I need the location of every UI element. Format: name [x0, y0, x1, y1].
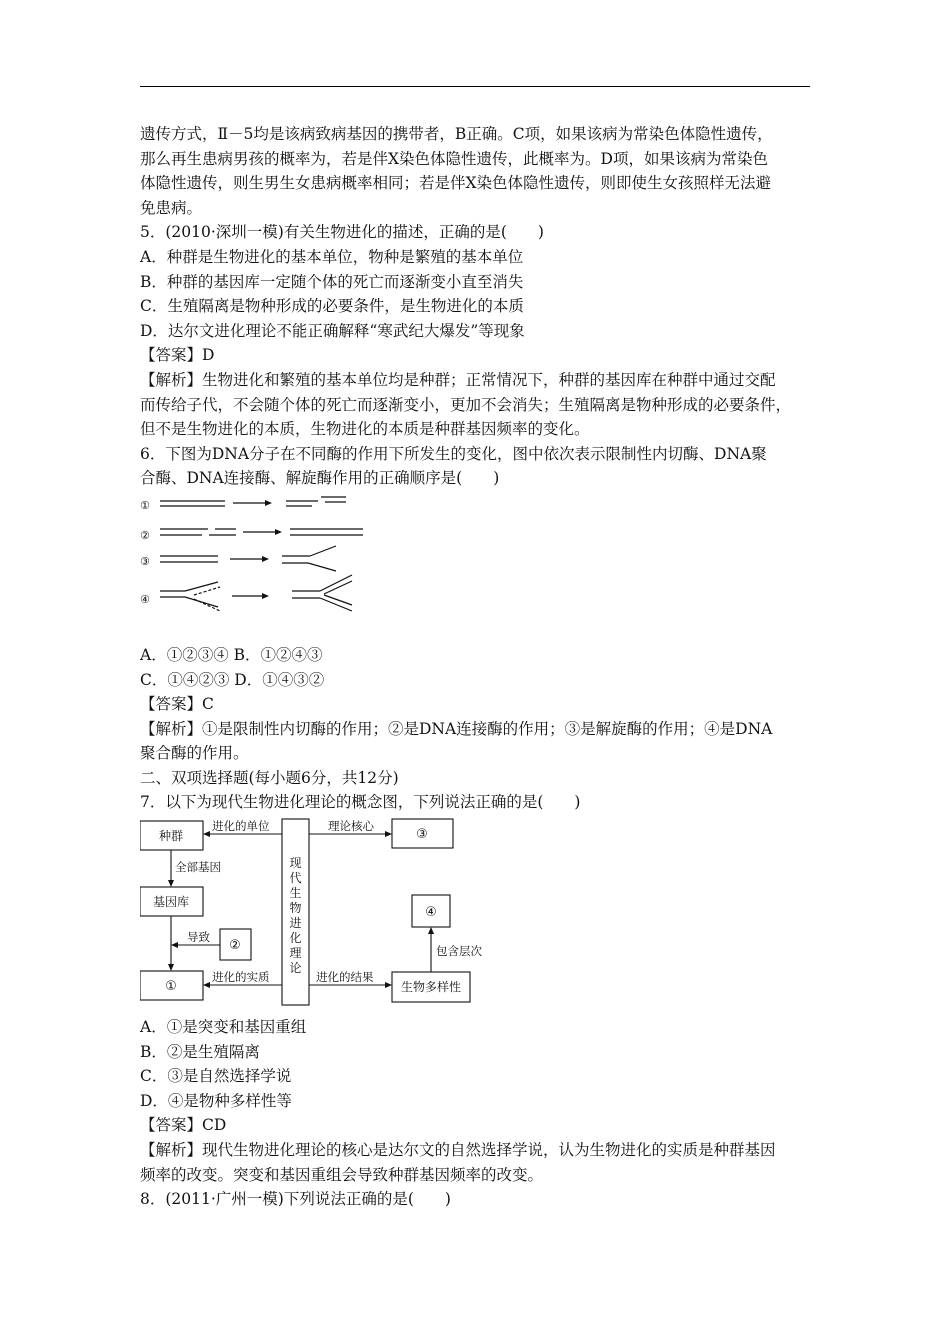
theory-char-7: 理: [289, 946, 302, 961]
theory-char-6: 化: [289, 931, 302, 946]
q7-option-a: A．①是突变和基因重组: [140, 1018, 307, 1037]
q6-options-line-1: A．①②③④ B．①②④③: [140, 645, 323, 664]
all-genes-label: 全部基因: [175, 860, 221, 875]
q6-answer: 【答案】C: [140, 695, 214, 714]
q7-answer: 【答案】CD: [140, 1116, 227, 1135]
dna-row-2-label: ②: [140, 528, 150, 542]
q7-stem: 7．以下为现代生物进化理论的概念图，下列说法正确的是( ): [140, 793, 581, 812]
levels-label: 包含层次: [436, 944, 482, 959]
circle2-box-label: ②: [229, 938, 241, 954]
gene-pool-box-label: 基因库: [152, 895, 190, 910]
q6-options-line-2: C．①④②③ D．①④③②: [140, 670, 325, 689]
theory-char-3: 生: [289, 886, 302, 901]
q5-answer: 【答案】D: [140, 346, 215, 365]
q6-stem-line-2: 合酶、DNA连接酶、解旋酶作用的正确顺序是( ): [140, 469, 500, 488]
theory-char-2: 代: [289, 871, 302, 886]
circle1-box-label: ①: [165, 979, 177, 995]
q5-explanation-line-2: 而传给子代，不会随个体的死亡而逐渐变小，更加不会消失；生殖隔离是物种形成的必要条件，: [140, 395, 792, 414]
prev-explanation-line-1: 遗传方式，Ⅱ－5均是该病致病基因的携带者，B正确。C项，如果该病为常染色体隐性遗传，: [140, 125, 773, 143]
biodiversity-box-label: 生物多样性: [400, 980, 462, 995]
circle3-box-label: ③: [416, 827, 428, 843]
q6-stem-line-1: 6．下图为DNA分子在不同酶的作用下所发生的变化，图中依次表示限制性内切酶、DNA聚: [140, 444, 767, 463]
evolution-concept-diagram: [140, 817, 500, 1013]
dna-enzyme-figure: [140, 495, 380, 635]
population-box-label: 种群: [158, 829, 184, 844]
q5-option-a: A．种群是生物进化的基本单位，物种是繁殖的基本单位: [140, 247, 524, 266]
q7-option-b: B．②是生殖隔离: [140, 1042, 260, 1061]
document-body: [140, 122, 812, 1212]
theory-char-5: 进: [289, 916, 302, 931]
theory-char-8: 论: [289, 961, 302, 976]
prev-explanation-line-3: 体隐性遗传，则生男生女患病概率相同；若是伴X染色体隐性遗传，则即使生女孩照样无法避: [140, 174, 772, 193]
circle4-box-label: ④: [425, 905, 437, 921]
section-two-heading: 二、双项选择题(每小题6分，共12分): [140, 768, 399, 787]
q5-explanation-line-1: 【解析】生物进化和繁殖的基本单位均是种群；正常情况下，种群的基因库在种群中通过交配: [140, 370, 776, 389]
prev-explanation-line-2: 那么再生患病男孩的概率为，若是伴X染色体隐性遗传，此概率为。D项，如果该病为常染色: [140, 149, 768, 168]
header-rule: [140, 86, 810, 87]
q7-explanation-line-1: 【解析】现代生物进化理论的核心是达尔文的自然选择学说，认为生物进化的实质是种群基因: [140, 1141, 776, 1160]
dna-row-3-label: ③: [140, 554, 150, 568]
q5-explanation-line-3: 但不是生物进化的本质，生物进化的本质是种群基因频率的变化。: [140, 420, 590, 439]
prev-explanation-line-4: 免患病。: [140, 198, 203, 217]
q5-option-b: B．种群的基因库一定随个体的死亡而逐渐变小直至消失: [140, 272, 524, 291]
q6-explanation-line-1: 【解析】①是限制性内切酶的作用；②是DNA连接酶的作用；③是解旋酶的作用；④是DNA: [140, 719, 773, 738]
dna-row-4-label: ④: [140, 592, 150, 606]
q8-stem: 8．(2011·广州一模)下列说法正确的是( ): [140, 1190, 451, 1209]
essence-label: 进化的实质: [212, 970, 270, 985]
theory-char-4: 物: [289, 901, 302, 916]
unit-of-evolution-label: 进化的单位: [212, 819, 270, 834]
q6-explanation-line-2: 聚合酶的作用。: [140, 744, 249, 763]
theory-char-1: 现: [289, 856, 302, 871]
leads-to-label: 导致: [187, 930, 210, 945]
q7-option-d: D．④是物种多样性等: [140, 1091, 292, 1110]
dna-row-1-label: ①: [140, 498, 150, 512]
q7-explanation-line-2: 频率的改变。突变和基因重组会导致种群基因频率的改变。: [140, 1165, 544, 1184]
theory-core-label: 理论核心: [328, 819, 374, 834]
q5-option-d: D．达尔文进化理论不能正确解释“寒武纪大爆发”等现象: [140, 321, 525, 340]
q5-stem: 5．(2010·深圳一模)有关生物进化的描述，正确的是( ): [140, 223, 544, 242]
q5-option-c: C．生殖隔离是物种形成的必要条件，是生物进化的本质: [140, 297, 524, 316]
result-label: 进化的结果: [316, 970, 374, 985]
q7-option-c: C．③是自然选择学说: [140, 1067, 292, 1086]
